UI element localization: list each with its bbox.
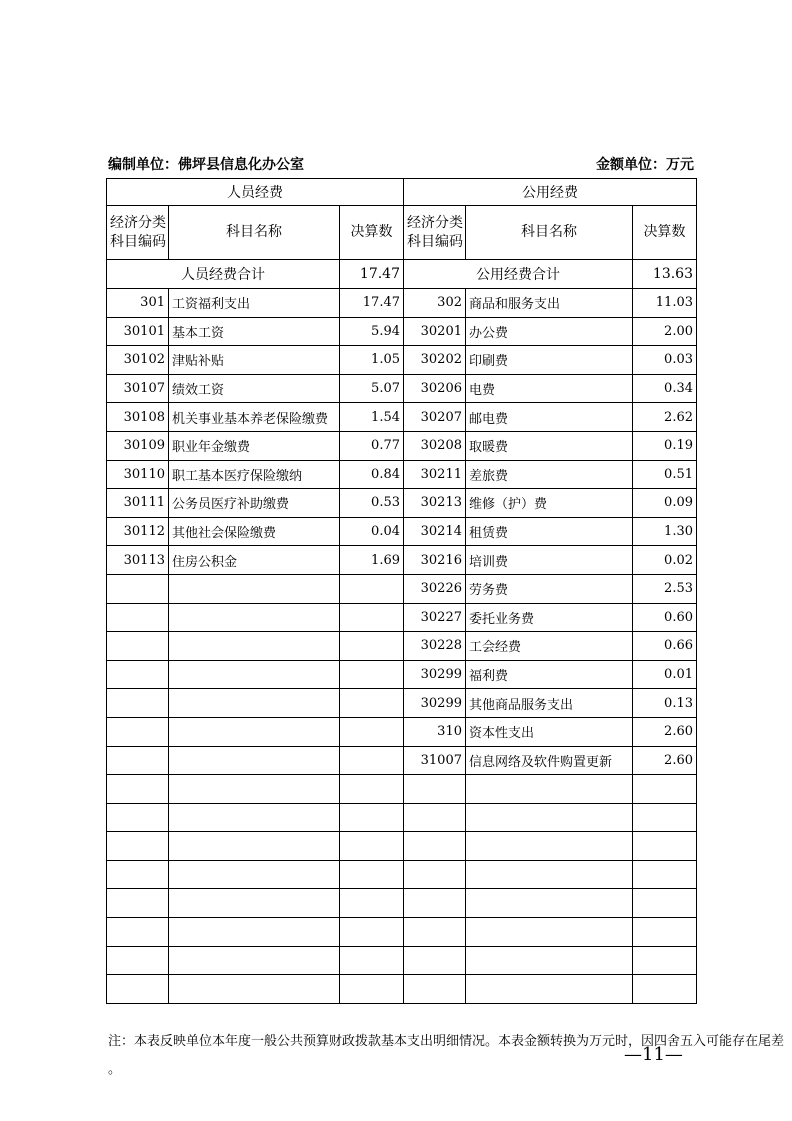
right-code-cell: 30226	[404, 574, 466, 603]
left-amount-cell: 1.69	[340, 546, 404, 575]
right-name-cell	[466, 803, 633, 832]
left-code-cell	[107, 717, 169, 746]
left-code-cell: 30102	[107, 346, 169, 375]
right-amount-cell	[633, 975, 697, 1004]
right-amount-cell: 0.03	[633, 346, 697, 375]
section-personnel: 人员经费	[107, 179, 404, 206]
left-name-cell: 基本工资	[169, 317, 340, 346]
left-amount-cell	[340, 689, 404, 718]
left-name-cell	[169, 717, 340, 746]
table-row	[107, 775, 697, 804]
personnel-total-value: 17.47	[340, 260, 404, 289]
right-name-cell	[466, 860, 633, 889]
expenditure-table	[106, 178, 697, 1004]
left-name-cell	[169, 975, 340, 1004]
right-amount-cell	[633, 918, 697, 947]
right-code-cell: 30208	[404, 431, 466, 460]
right-code-cell: 30214	[404, 517, 466, 546]
left-code-cell	[107, 946, 169, 975]
table-row	[107, 860, 697, 889]
left-name-cell: 住房公积金	[169, 546, 340, 575]
right-code-cell	[404, 775, 466, 804]
right-name-cell: 办公费	[466, 317, 633, 346]
right-code-cell: 30207	[404, 403, 466, 432]
right-amount-cell: 2.60	[633, 746, 697, 775]
section-header-row	[107, 179, 697, 206]
table-row	[107, 803, 697, 832]
left-amount-cell: 0.77	[340, 431, 404, 460]
right-amount-cell: 2.60	[633, 717, 697, 746]
right-name-cell	[466, 918, 633, 947]
left-amount-cell: 1.54	[340, 403, 404, 432]
left-code-cell	[107, 803, 169, 832]
left-code-cell	[107, 832, 169, 861]
left-amount-cell: 0.84	[340, 460, 404, 489]
right-code-cell: 30202	[404, 346, 466, 375]
left-amount-cell: 0.53	[340, 489, 404, 518]
right-name-cell: 委托业务费	[466, 603, 633, 632]
section-public: 公用经费	[404, 179, 697, 206]
left-amount-cell: 5.07	[340, 374, 404, 403]
totals-row	[107, 260, 697, 289]
left-amount-cell	[340, 746, 404, 775]
left-code-cell	[107, 632, 169, 661]
right-amount-cell: 0.60	[633, 603, 697, 632]
col-name-right: 科目名称	[466, 206, 633, 260]
right-amount-cell: 0.13	[633, 689, 697, 718]
right-amount-cell: 2.53	[633, 574, 697, 603]
right-name-cell: 邮电费	[466, 403, 633, 432]
left-name-cell: 其他社会保险缴费	[169, 517, 340, 546]
left-name-cell: 职业年金缴费	[169, 431, 340, 460]
left-code-cell	[107, 860, 169, 889]
table-row	[107, 717, 697, 746]
left-amount-cell	[340, 717, 404, 746]
left-amount-cell	[340, 946, 404, 975]
public-total-label: 公用经费合计	[404, 260, 633, 289]
right-name-cell: 培训费	[466, 546, 633, 575]
right-name-cell: 资本性支出	[466, 717, 633, 746]
col-code-right: 经济分类 科目编码	[404, 206, 466, 260]
left-amount-cell	[340, 889, 404, 918]
col-amount-right: 决算数	[633, 206, 697, 260]
table-row	[107, 403, 697, 432]
table-row	[107, 603, 697, 632]
left-name-cell: 机关事业基本养老保险缴费	[169, 403, 340, 432]
right-name-cell: 电费	[466, 374, 633, 403]
left-code-cell	[107, 918, 169, 947]
left-name-cell: 公务员医疗补助缴费	[169, 489, 340, 518]
left-code-cell	[107, 889, 169, 918]
right-code-cell: 31007	[404, 746, 466, 775]
table-row	[107, 946, 697, 975]
left-code-cell: 30107	[107, 374, 169, 403]
right-name-cell	[466, 775, 633, 804]
right-name-cell: 劳务费	[466, 574, 633, 603]
table-row	[107, 346, 697, 375]
right-name-cell	[466, 946, 633, 975]
right-name-cell	[466, 889, 633, 918]
left-amount-cell	[340, 660, 404, 689]
left-code-cell: 30113	[107, 546, 169, 575]
right-amount-cell	[633, 775, 697, 804]
right-name-cell: 其他商品服务支出	[466, 689, 633, 718]
right-code-cell	[404, 946, 466, 975]
column-header-row	[107, 206, 697, 260]
right-name-cell: 商品和服务支出	[466, 289, 633, 318]
col-amount-left: 决算数	[340, 206, 404, 260]
left-amount-cell: 17.47	[340, 289, 404, 318]
right-name-cell: 租赁费	[466, 517, 633, 546]
right-code-cell	[404, 860, 466, 889]
right-code-cell: 30299	[404, 689, 466, 718]
right-code-cell: 30299	[404, 660, 466, 689]
right-name-cell: 信息网络及软件购置更新	[466, 746, 633, 775]
right-amount-cell: 0.02	[633, 546, 697, 575]
right-code-cell: 30211	[404, 460, 466, 489]
right-amount-cell: 0.09	[633, 489, 697, 518]
table-row	[107, 317, 697, 346]
personnel-total-label: 人员经费合计	[107, 260, 340, 289]
left-name-cell	[169, 603, 340, 632]
right-amount-cell: 1.30	[633, 517, 697, 546]
public-total-value: 13.63	[633, 260, 697, 289]
right-code-cell: 30213	[404, 489, 466, 518]
left-name-cell	[169, 632, 340, 661]
table-row	[107, 832, 697, 861]
table-row	[107, 431, 697, 460]
left-code-cell	[107, 660, 169, 689]
right-name-cell	[466, 832, 633, 861]
left-amount-cell	[340, 832, 404, 861]
right-name-cell: 印刷费	[466, 346, 633, 375]
left-amount-cell	[340, 775, 404, 804]
left-name-cell: 津贴补贴	[169, 346, 340, 375]
right-name-cell: 维修（护）费	[466, 489, 633, 518]
amount-unit: 金额单位：万元	[596, 157, 694, 173]
table-row	[107, 460, 697, 489]
table-row	[107, 574, 697, 603]
left-name-cell	[169, 689, 340, 718]
right-amount-cell	[633, 889, 697, 918]
left-name-cell	[169, 946, 340, 975]
right-code-cell	[404, 975, 466, 1004]
right-name-cell: 取暖费	[466, 431, 633, 460]
right-code-cell: 310	[404, 717, 466, 746]
footnote-end: 。	[108, 1062, 122, 1077]
left-amount-cell	[340, 632, 404, 661]
right-name-cell: 差旅费	[466, 460, 633, 489]
col-code-left: 经济分类 科目编码	[107, 206, 169, 260]
table-row	[107, 689, 697, 718]
left-name-cell	[169, 775, 340, 804]
left-name-cell	[169, 918, 340, 947]
left-code-cell	[107, 775, 169, 804]
left-code-cell	[107, 975, 169, 1004]
right-amount-cell: 2.62	[633, 403, 697, 432]
left-code-cell: 30109	[107, 431, 169, 460]
right-amount-cell: 2.00	[633, 317, 697, 346]
table-row	[107, 289, 697, 318]
compiling-unit: 编制单位：佛坪县信息化办公室	[108, 157, 304, 173]
left-code-cell: 30101	[107, 317, 169, 346]
right-code-cell	[404, 889, 466, 918]
right-amount-cell	[633, 860, 697, 889]
left-amount-cell: 1.05	[340, 346, 404, 375]
left-amount-cell	[340, 603, 404, 632]
left-name-cell	[169, 660, 340, 689]
left-code-cell: 301	[107, 289, 169, 318]
left-code-cell	[107, 689, 169, 718]
table-row	[107, 489, 697, 518]
right-code-cell: 30228	[404, 632, 466, 661]
left-code-cell	[107, 746, 169, 775]
left-amount-cell	[340, 860, 404, 889]
right-amount-cell	[633, 832, 697, 861]
table-row	[107, 660, 697, 689]
right-code-cell	[404, 832, 466, 861]
right-code-cell	[404, 803, 466, 832]
right-code-cell: 30216	[404, 546, 466, 575]
right-amount-cell	[633, 946, 697, 975]
col-name-left: 科目名称	[169, 206, 340, 260]
right-code-cell	[404, 918, 466, 947]
left-name-cell	[169, 746, 340, 775]
left-code-cell: 30110	[107, 460, 169, 489]
left-name-cell: 绩效工资	[169, 374, 340, 403]
right-name-cell	[466, 975, 633, 1004]
left-amount-cell: 0.04	[340, 517, 404, 546]
right-amount-cell: 0.66	[633, 632, 697, 661]
right-amount-cell: 0.19	[633, 431, 697, 460]
left-code-cell: 30108	[107, 403, 169, 432]
left-name-cell	[169, 574, 340, 603]
left-name-cell	[169, 889, 340, 918]
left-code-cell: 30112	[107, 517, 169, 546]
right-amount-cell: 11.03	[633, 289, 697, 318]
footnote: 注：本表反映单位本年度一般公共预算财政拨款基本支出明细情况。本表金额转换为万元时，因四舍五入可能存在尾差	[108, 1034, 785, 1049]
left-name-cell	[169, 803, 340, 832]
table-row	[107, 889, 697, 918]
right-code-cell: 30206	[404, 374, 466, 403]
left-name-cell	[169, 860, 340, 889]
right-code-cell: 30201	[404, 317, 466, 346]
table-row	[107, 374, 697, 403]
table-row	[107, 517, 697, 546]
table-row	[107, 746, 697, 775]
right-amount-cell: 0.51	[633, 460, 697, 489]
right-amount-cell	[633, 803, 697, 832]
left-code-cell: 30111	[107, 489, 169, 518]
left-code-cell	[107, 603, 169, 632]
left-amount-cell	[340, 803, 404, 832]
right-name-cell: 福利费	[466, 660, 633, 689]
right-name-cell: 工会经费	[466, 632, 633, 661]
left-amount-cell: 5.94	[340, 317, 404, 346]
page-number: —11—	[624, 1044, 683, 1065]
table-row	[107, 632, 697, 661]
left-code-cell	[107, 574, 169, 603]
left-name-cell: 工资福利支出	[169, 289, 340, 318]
right-code-cell: 302	[404, 289, 466, 318]
left-amount-cell	[340, 918, 404, 947]
left-name-cell: 职工基本医疗保险缴纳	[169, 460, 340, 489]
table-row	[107, 975, 697, 1004]
table-row	[107, 918, 697, 947]
right-amount-cell: 0.34	[633, 374, 697, 403]
left-amount-cell	[340, 975, 404, 1004]
table-row	[107, 546, 697, 575]
right-code-cell: 30227	[404, 603, 466, 632]
left-amount-cell	[340, 574, 404, 603]
right-amount-cell: 0.01	[633, 660, 697, 689]
left-name-cell	[169, 832, 340, 861]
